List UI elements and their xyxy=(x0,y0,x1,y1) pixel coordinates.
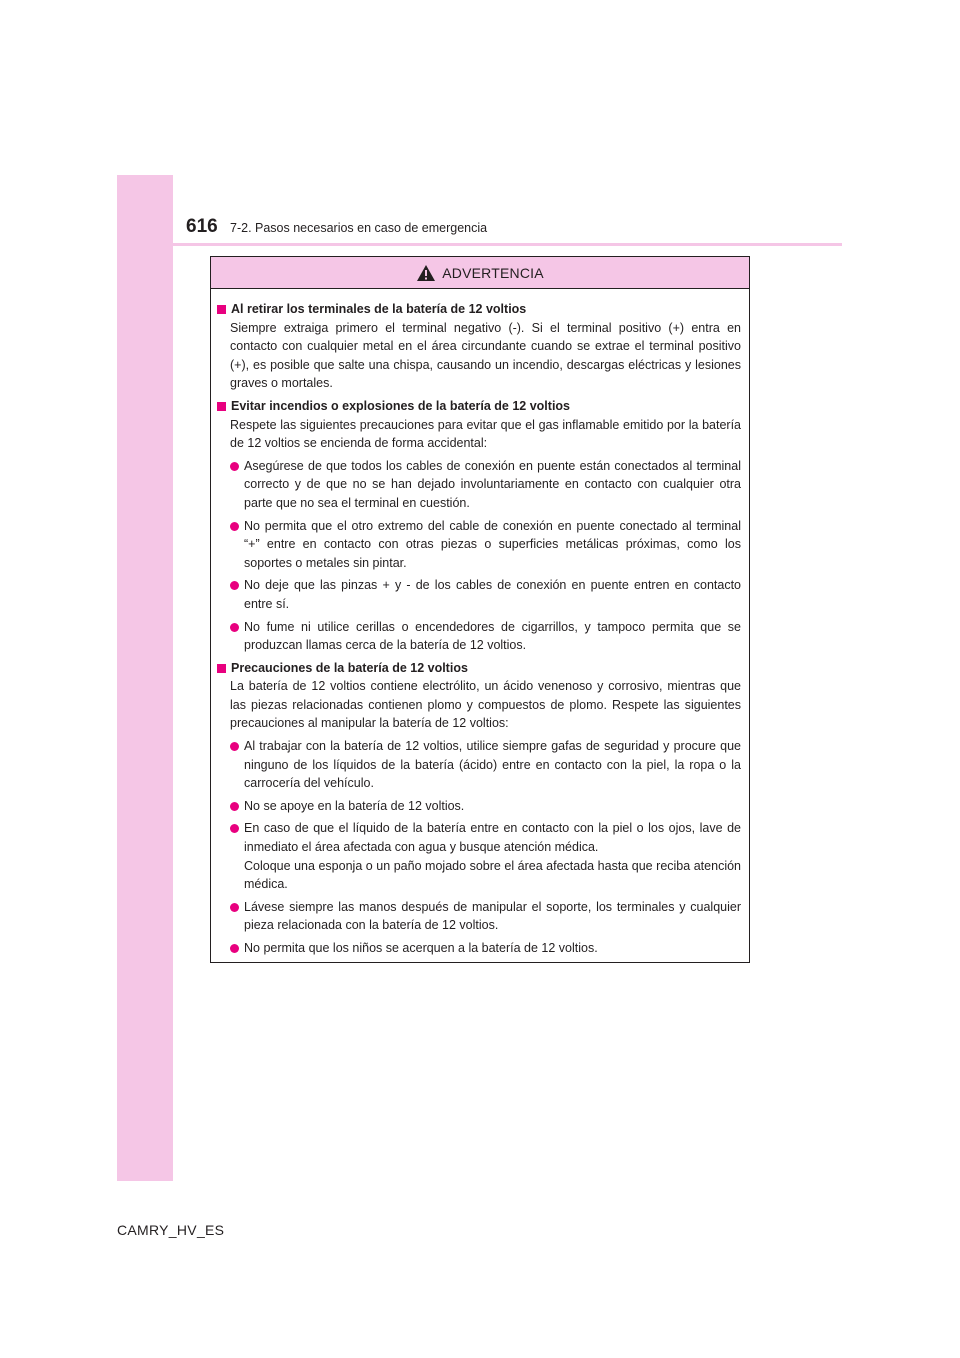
list-item: No permita que el otro extremo del cable de conexión en puente conectado al terminal “+” entre en contacto con otras piezas o superficies metálicas próximas, como los soportes o metales sin pintar. xyxy=(230,517,741,573)
list-item: Lávese siempre las manos después de manipular el soporte, los terminales y cualquier pieza relacionada con la batería de 12 voltios. xyxy=(230,898,741,935)
round-bullet-icon xyxy=(230,944,239,953)
round-bullet-icon xyxy=(230,522,239,531)
list-item: No deje que las pinzas + y - de los cables de conexión en puente entren en contacto entre sí. xyxy=(230,576,741,613)
section-paragraph: Respete las siguientes precauciones para evitar que el gas inflamable emitido por la batería de 12 voltios se encienda de forma accidental: xyxy=(230,417,741,451)
list-item: No se apoye en la batería de 12 voltios. xyxy=(230,797,741,816)
round-bullet-icon xyxy=(230,462,239,471)
square-bullet-icon xyxy=(217,402,226,411)
section-heading: Al retirar los terminales de la batería de 12 voltios xyxy=(217,300,741,319)
section-paragraph: Siempre extraiga primero el terminal negativo (-). Si el terminal positivo (+) entra en contacto con cualquier metal en el área circundante cuando se extrae el terminal positivo (+), es posible que salte una chispa, causando un incendio, descargas eléctricas y lesiones graves o mortales. xyxy=(230,320,741,391)
warning-title: ADVERTENCIA xyxy=(442,264,544,281)
square-bullet-icon xyxy=(217,305,226,314)
list-item: No permita que los niños se acerquen a la batería de 12 voltios. xyxy=(230,939,741,958)
bullet-note: Coloque una esponja o un paño mojado sobre el área afectada hasta que reciba atención médica. xyxy=(244,858,741,892)
section-title: 7-2. Pasos necesarios en caso de emergencia xyxy=(230,221,488,235)
list-item: No fume ni utilice cerillas o encendedores de cigarrillos, y tampoco permita que se produzcan llamas cerca de la batería de 12 voltios. xyxy=(230,618,741,655)
section-heading: Evitar incendios o explosiones de la batería de 12 voltios xyxy=(217,397,741,416)
round-bullet-icon xyxy=(230,802,239,811)
warning-box xyxy=(210,256,750,963)
round-bullet-icon xyxy=(230,824,239,833)
square-bullet-icon xyxy=(217,664,226,673)
warning-header xyxy=(211,257,749,289)
round-bullet-icon xyxy=(230,742,239,751)
header-rule xyxy=(173,243,842,246)
warning-section xyxy=(217,397,741,655)
manual-code: CAMRY_HV_ES xyxy=(117,1222,225,1238)
list-item: Al trabajar con la batería de 12 voltios, utilice siempre gafas de seguridad y procure que ninguno de los líquidos de la batería (ácido) entre en contacto con la piel, la ropa o la carrocería del vehículo. xyxy=(230,737,741,793)
side-tab-band xyxy=(117,175,173,1181)
warning-section xyxy=(217,659,741,958)
warning-section xyxy=(217,300,741,393)
section-heading: Precauciones de la batería de 12 voltios xyxy=(217,659,741,678)
warning-triangle-icon xyxy=(416,264,436,282)
round-bullet-icon xyxy=(230,903,239,912)
round-bullet-icon xyxy=(230,623,239,632)
page-number: 616 xyxy=(186,216,218,237)
list-item: Asegúrese de que todos los cables de conexión en puente están conectados al terminal correcto y de que no se han dejado involuntariamente en contacto con cualquier otra parte que no sea el terminal en cuestión. xyxy=(230,457,741,513)
round-bullet-icon xyxy=(230,581,239,590)
list-item: En caso de que el líquido de la batería entre en contacto con la piel o los ojos, lave de inmediato el área afectada con agua y busque atención médica. Coloque una esponja o un paño mojado sobre el área afectada hasta que reciba atención médica. xyxy=(230,819,741,893)
section-paragraph: La batería de 12 voltios contiene electrólito, un ácido venenoso y corrosivo, mientras que las piezas relacionadas contienen plomo y compuestos de plomo. Respete las siguientes precauciones al manipular la batería de 12 voltios: xyxy=(230,679,741,731)
warning-body xyxy=(211,289,749,958)
